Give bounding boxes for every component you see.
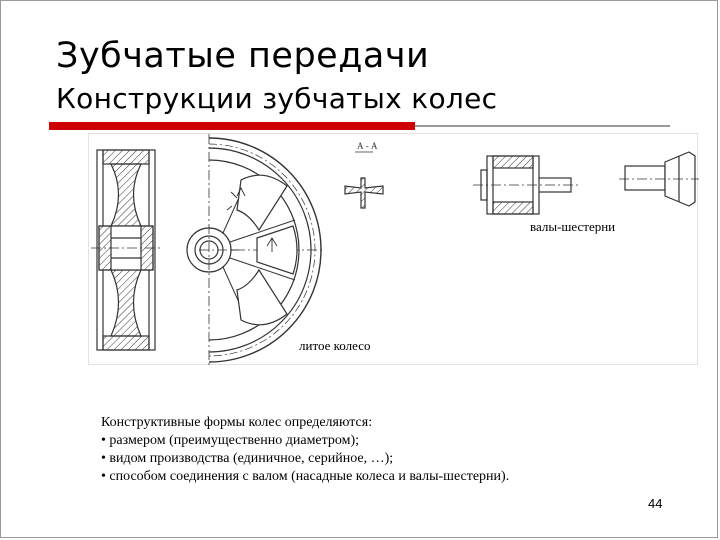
body-line: • размером (преимущественно диаметром); — [101, 433, 360, 448]
accent-rule — [49, 122, 415, 130]
wheel-front-view — [187, 134, 323, 366]
wheel-side-section — [91, 150, 161, 350]
gear-drawing-figure — [88, 133, 698, 365]
caption-shaft-pinions: валы-шестерни — [530, 219, 616, 234]
body-text — [101, 414, 509, 486]
spoke-section — [345, 152, 383, 208]
body-line: • способом соединения с валом (насадные колеса и валы-шестерни). — [101, 469, 510, 484]
caption-cast-wheel: литое колесо — [299, 338, 371, 353]
body-line: Конструктивные формы колес определяются: — [101, 415, 373, 430]
section-mark: А - А — [357, 141, 378, 151]
shaft-pinion-2 — [619, 152, 699, 206]
body-line: • видом производства (единичное, серийное, …); — [101, 451, 394, 466]
slide-title: Зубчатые передачи — [56, 36, 430, 76]
shaft-pinion-1 — [473, 156, 579, 214]
slide-subtitle: Конструкции зубчатых колес — [56, 82, 498, 115]
gear-drawing — [89, 134, 699, 366]
secondary-rule — [415, 125, 670, 127]
page-number: 44 — [648, 496, 663, 511]
